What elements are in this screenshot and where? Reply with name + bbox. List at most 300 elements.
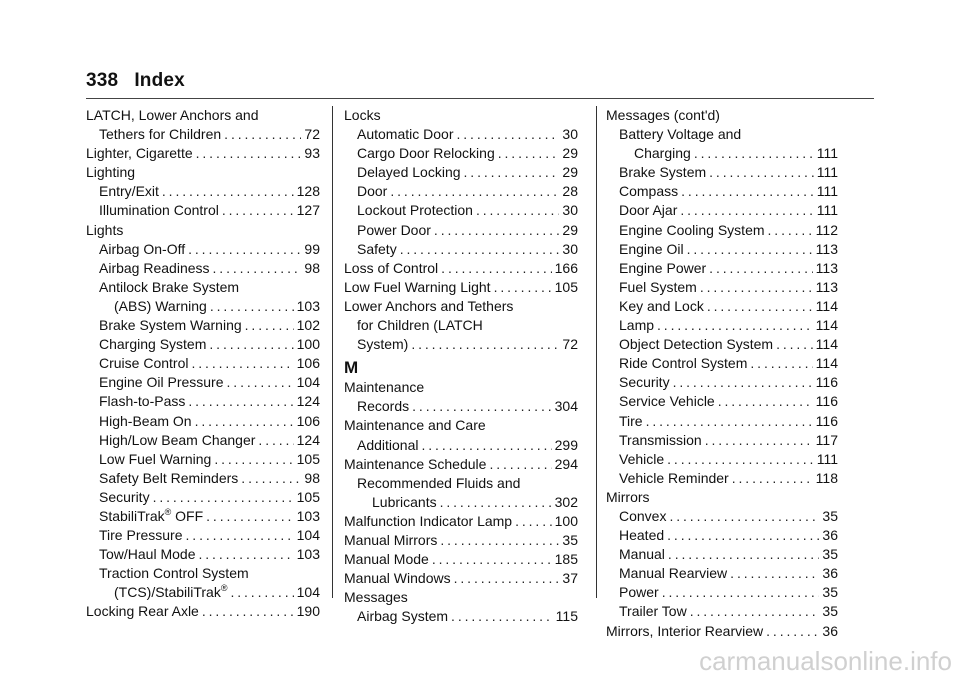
- index-entry: [86, 526, 320, 545]
- index-entry: [606, 297, 838, 316]
- index-entry: [344, 493, 578, 512]
- index-entry: [344, 278, 578, 297]
- entry-text: [619, 412, 643, 431]
- index-entry: [86, 201, 320, 220]
- index-entry: [606, 488, 838, 507]
- entry-text: [619, 526, 664, 545]
- page-ref: 100: [554, 512, 578, 529]
- entry-text: [357, 182, 387, 201]
- index-entry: [344, 163, 578, 182]
- index-column-1: [86, 106, 320, 622]
- entry-label: Security: [99, 488, 150, 505]
- entry-label: Messages (cont'd): [606, 107, 720, 123]
- dot-leader: [206, 507, 293, 526]
- page-number: 338: [86, 70, 119, 91]
- dot-leader: [209, 335, 293, 354]
- entry-text: [357, 163, 461, 182]
- index-entry: [606, 545, 838, 564]
- dot-leader: [434, 221, 560, 240]
- index-entry: [344, 512, 578, 531]
- page-ref: 104: [296, 584, 320, 601]
- page-ref: 36: [822, 565, 838, 582]
- entry-label: Low Fuel Warning Light: [344, 278, 491, 295]
- entry-label: Manual Windows: [344, 570, 451, 587]
- entry-text: [357, 144, 495, 163]
- page-ref: 299: [554, 436, 578, 453]
- entry-label: Airbag On-Off: [99, 240, 186, 257]
- entry-text: [619, 450, 664, 469]
- entry-label: Service Vehicle: [619, 393, 715, 410]
- index-entry: [86, 564, 320, 583]
- entry-text: [357, 317, 483, 333]
- entry-label-suffix: OFF: [171, 507, 204, 524]
- index-entry: [606, 412, 838, 431]
- index-entry: [606, 354, 838, 373]
- index-entry: [344, 240, 578, 259]
- page-ref: 105: [554, 278, 578, 295]
- dot-leader: [210, 297, 294, 316]
- dot-leader: [680, 201, 813, 220]
- index-entry: [344, 297, 578, 316]
- index-entry: [606, 431, 838, 450]
- page-ref: 35: [822, 507, 838, 524]
- index-entry: [86, 297, 320, 316]
- entry-text: [357, 201, 473, 220]
- dot-leader: [222, 201, 294, 220]
- entry-label: Ride Control System: [619, 355, 748, 372]
- entry-text: [619, 564, 727, 583]
- index-entry: [86, 125, 320, 144]
- entry-text: [357, 335, 408, 354]
- index-entry: [86, 431, 320, 450]
- page-ref: 112: [815, 221, 838, 238]
- index-entry: [344, 531, 578, 550]
- index-entry: [86, 221, 320, 240]
- entry-label: (TCS)/StabiliTrak: [114, 584, 221, 601]
- registered-mark: ®: [164, 506, 172, 517]
- index-entry: [344, 607, 578, 626]
- index-entry: [344, 221, 578, 240]
- index-entry: [86, 163, 320, 182]
- page-ref: 72: [562, 336, 578, 353]
- page-title: Index: [134, 70, 185, 91]
- page-ref: 104: [296, 374, 320, 391]
- page-ref: 111: [816, 145, 838, 162]
- index-entry: [86, 545, 320, 564]
- entry-text: [619, 373, 670, 392]
- page-ref: 302: [554, 493, 578, 510]
- index-entry: [344, 569, 578, 588]
- entry-label: Compass: [619, 183, 679, 200]
- registered-mark: ®: [220, 583, 228, 594]
- dot-leader: [258, 431, 293, 450]
- entry-text: [619, 583, 659, 602]
- page-ref: 28: [562, 183, 578, 200]
- index-entry: [344, 455, 578, 474]
- page-ref: 98: [304, 469, 320, 486]
- entry-label: Antilock Brake System: [99, 278, 240, 295]
- page-ref: 36: [822, 622, 838, 639]
- index-entry: [606, 622, 838, 641]
- page-ref: 185: [554, 551, 578, 568]
- page-ref: 36: [822, 527, 838, 544]
- index-entry: [606, 469, 838, 488]
- dot-leader: [515, 512, 552, 531]
- entry-text: [372, 493, 437, 512]
- entry-text: [99, 125, 221, 144]
- entry-label: LATCH, Lower Anchors and: [86, 107, 259, 123]
- entry-text: [344, 512, 512, 531]
- entry-text: [619, 469, 729, 488]
- entry-text: [344, 531, 437, 550]
- index-entry: [606, 125, 838, 144]
- entry-label: Additional: [357, 436, 419, 453]
- entry-text: [357, 125, 453, 144]
- entry-label: Lighter, Cigarette: [86, 145, 193, 162]
- index-entry: [86, 335, 320, 354]
- section-heading: M: [344, 358, 359, 378]
- index-entry: [606, 602, 838, 621]
- page-ref: 102: [296, 317, 320, 334]
- entry-text: [99, 316, 242, 335]
- entry-text: [99, 201, 219, 220]
- dot-leader: [673, 373, 813, 392]
- index-entry: [606, 507, 838, 526]
- page-ref: 113: [815, 240, 838, 257]
- entry-text: [344, 379, 424, 395]
- entry-label: Tow/Haul Mode: [99, 546, 196, 563]
- page-ref: 116: [815, 412, 838, 429]
- page-ref: 111: [816, 202, 838, 219]
- index-entry: [606, 278, 838, 297]
- page-ref: 118: [815, 469, 838, 486]
- index-entry: [606, 163, 838, 182]
- page-ref: 111: [816, 450, 838, 467]
- entry-text: [619, 335, 773, 354]
- page-ref: 115: [555, 608, 578, 625]
- index-entry: [86, 259, 320, 278]
- index-entry: [344, 378, 578, 397]
- dot-leader: [224, 125, 301, 144]
- index-entry: [606, 564, 838, 583]
- entry-label: Brake System Warning: [99, 317, 242, 334]
- index-entry: [86, 316, 320, 335]
- entry-text: [344, 589, 408, 605]
- entry-label: Lower Anchors and Tethers: [344, 297, 514, 314]
- index-entry: [86, 144, 320, 163]
- entry-label: Lighting: [86, 164, 136, 181]
- page-ref: 190: [296, 603, 320, 620]
- index-entry: [344, 550, 578, 569]
- dot-leader: [162, 182, 294, 201]
- entry-label: Low Fuel Warning: [99, 450, 212, 467]
- index-column-2: [344, 106, 578, 626]
- column-divider-1: [332, 106, 333, 598]
- entry-label: Security: [619, 374, 670, 391]
- entry-text: [619, 297, 704, 316]
- entry-label: Mirrors, Interior Rearview: [606, 622, 764, 639]
- entry-label: Maintenance and Care: [344, 417, 486, 434]
- index-entry: [86, 392, 320, 411]
- dot-leader: [694, 144, 814, 163]
- dot-leader: [440, 531, 559, 550]
- dot-leader: [241, 469, 301, 488]
- entry-label: Recommended Fluids and: [357, 474, 521, 491]
- entry-label: Key and Lock: [619, 297, 704, 314]
- entry-label: Charging: [634, 145, 691, 162]
- index-entry: [606, 201, 838, 220]
- entry-text: [344, 455, 486, 474]
- index-entry: [86, 450, 320, 469]
- entry-text: [344, 569, 451, 588]
- entry-label: Tire Pressure: [99, 527, 183, 544]
- entry-text: [99, 392, 185, 411]
- entry-label: Safety: [357, 240, 397, 257]
- entry-label: Heated: [619, 527, 665, 544]
- page-ref: 104: [296, 527, 320, 544]
- index-entry: [86, 412, 320, 431]
- dot-leader: [657, 316, 813, 335]
- entry-text: [344, 550, 429, 569]
- page-ref: 124: [296, 393, 320, 410]
- index-entry: [344, 436, 578, 455]
- dot-leader: [440, 493, 552, 512]
- dot-leader: [153, 488, 294, 507]
- dot-leader: [705, 431, 813, 450]
- entry-text: [619, 240, 684, 259]
- entry-text: [606, 489, 650, 505]
- dot-leader: [669, 507, 819, 526]
- page-ref: 116: [815, 393, 838, 410]
- index-entry: [606, 583, 838, 602]
- page-ref: 30: [562, 240, 578, 257]
- entry-label: Entry/Exit: [99, 183, 159, 200]
- index-entry: [86, 602, 320, 621]
- page-ref: 111: [816, 183, 838, 200]
- page-ref: 35: [562, 531, 578, 548]
- entry-label: (ABS) Warning: [114, 297, 207, 314]
- page-ref: 103: [296, 297, 320, 314]
- entry-text: [99, 240, 185, 259]
- entry-text: [86, 107, 259, 123]
- entry-text: [357, 221, 431, 240]
- entry-text: [619, 163, 706, 182]
- entry-label: Lubricants: [372, 493, 437, 510]
- entry-text: [619, 201, 677, 220]
- page-ref: 304: [554, 398, 578, 415]
- index-entry: [606, 240, 838, 259]
- index-entry: [344, 588, 578, 607]
- dot-leader: [196, 144, 302, 163]
- dot-leader: [464, 163, 560, 182]
- index-entry: [606, 182, 838, 201]
- entry-text: [606, 107, 720, 123]
- entry-label: StabiliTrak: [99, 507, 165, 524]
- dot-leader: [718, 392, 813, 411]
- dot-leader: [441, 259, 551, 278]
- dot-leader: [199, 545, 294, 564]
- dot-leader: [662, 583, 820, 602]
- entry-text: [619, 392, 715, 411]
- entry-text: [99, 488, 150, 507]
- page-ref: 98: [304, 259, 320, 276]
- entry-label: Trailer Tow: [619, 603, 687, 620]
- index-entry: [86, 278, 320, 297]
- page-ref: 100: [296, 336, 320, 353]
- entry-text: [99, 431, 255, 450]
- entry-text: [619, 545, 665, 564]
- index-entry: [86, 507, 320, 526]
- entry-text: [619, 316, 654, 335]
- index-entry: [86, 354, 320, 373]
- dot-leader: [195, 412, 294, 431]
- page-ref: 99: [304, 240, 320, 257]
- dot-leader: [390, 182, 559, 201]
- page-ref: 35: [822, 546, 838, 563]
- index-entry: [606, 526, 838, 545]
- entry-label: Mirrors: [606, 488, 650, 505]
- entry-text: [344, 259, 438, 278]
- entry-text: [606, 622, 763, 641]
- index-entry: [344, 416, 578, 435]
- entry-label: Fuel System: [619, 278, 697, 295]
- dot-leader: [750, 354, 812, 373]
- entry-label: Records: [357, 398, 410, 415]
- index-entry: [606, 259, 838, 278]
- dot-leader: [230, 583, 293, 602]
- entry-label: Traction Control System: [99, 565, 249, 582]
- page-ref: 166: [554, 259, 578, 276]
- index-entry: [86, 106, 320, 125]
- entry-text: [619, 126, 741, 142]
- page-ref: 35: [822, 584, 838, 601]
- dot-leader: [646, 412, 813, 431]
- entry-text: [619, 602, 687, 621]
- entry-label: Engine Oil Pressure: [99, 374, 224, 391]
- page-ref: 72: [304, 126, 320, 143]
- dot-leader: [681, 182, 814, 201]
- dot-leader: [667, 526, 819, 545]
- index-entry: [606, 144, 838, 163]
- dot-leader: [687, 240, 813, 259]
- page-ref: 37: [562, 570, 578, 587]
- index-entry: [86, 182, 320, 201]
- dot-leader: [454, 569, 560, 588]
- entry-label: Brake System: [619, 164, 707, 181]
- entry-label: Vehicle Reminder: [619, 469, 729, 486]
- page-header: [86, 70, 185, 92]
- header-rule: [86, 98, 874, 99]
- entry-text: [99, 450, 211, 469]
- index-entry: [344, 259, 578, 278]
- entry-label: Manual Mode: [344, 551, 429, 568]
- entry-label: Lockout Protection: [357, 202, 473, 219]
- entry-text: [619, 221, 765, 240]
- page-ref: 116: [815, 374, 838, 391]
- entry-text: [357, 397, 409, 416]
- index-column-3: [606, 106, 838, 641]
- page-ref: 113: [815, 259, 838, 276]
- page-ref: 114: [815, 355, 838, 372]
- dot-leader: [668, 545, 820, 564]
- dot-leader: [412, 397, 552, 416]
- entry-label: Power Door: [357, 221, 431, 238]
- entry-label: Tire: [619, 412, 643, 429]
- page-ref: 29: [562, 145, 578, 162]
- column-divider-2: [596, 106, 597, 598]
- entry-text: [99, 354, 188, 373]
- index-entry: [606, 316, 838, 335]
- page-ref: 111: [816, 164, 838, 181]
- page-ref: 105: [296, 488, 320, 505]
- entry-label: Messages: [344, 589, 408, 606]
- dot-leader: [667, 450, 814, 469]
- entry-text: [619, 259, 706, 278]
- entry-label: Airbag System: [357, 608, 449, 625]
- entry-label: Door: [357, 183, 388, 200]
- entry-text: [99, 507, 203, 526]
- entry-label: Locks: [344, 107, 381, 123]
- entry-text: [619, 507, 666, 526]
- index-entry: [344, 201, 578, 220]
- entry-text: [344, 298, 513, 314]
- entry-label: System): [357, 336, 409, 353]
- page-ref: 114: [815, 336, 838, 353]
- dot-leader: [422, 436, 552, 455]
- dot-leader: [432, 550, 552, 569]
- entry-text: [86, 144, 193, 163]
- page-ref: 35: [822, 603, 838, 620]
- dot-leader: [709, 259, 813, 278]
- entry-text: [99, 526, 183, 545]
- dot-leader: [709, 163, 814, 182]
- entry-text: [344, 417, 486, 433]
- entry-text: [619, 278, 697, 297]
- index-entry: [606, 221, 838, 240]
- entry-text: [99, 565, 249, 581]
- entry-label: Safety Belt Reminders: [99, 469, 239, 486]
- dot-leader: [776, 335, 813, 354]
- page-ref: 30: [562, 202, 578, 219]
- dot-leader: [700, 278, 813, 297]
- index-entry: [86, 373, 320, 392]
- entry-label: Flash-to-Pass: [99, 393, 186, 410]
- entry-text: [619, 354, 747, 373]
- entry-label: Power: [619, 584, 659, 601]
- page-ref: 103: [296, 507, 320, 524]
- dot-leader: [245, 316, 294, 335]
- entry-label: Loss of Control: [344, 259, 439, 276]
- entry-text: [99, 412, 192, 431]
- entry-label: Maintenance: [344, 379, 425, 396]
- entry-text: [357, 240, 397, 259]
- entry-label: Convex: [619, 507, 667, 524]
- index-entry: [344, 144, 578, 163]
- entry-label: Locking Rear Axle: [86, 603, 199, 620]
- dot-leader: [213, 259, 302, 278]
- entry-text: [99, 279, 239, 295]
- entry-text: [99, 182, 159, 201]
- entry-text: [86, 164, 135, 180]
- dot-leader: [188, 240, 301, 259]
- index-entry: [606, 335, 838, 354]
- dot-leader: [456, 125, 559, 144]
- entry-text: [357, 436, 419, 455]
- entry-label: Engine Oil: [619, 240, 684, 257]
- dot-leader: [186, 526, 294, 545]
- entry-text: [114, 583, 227, 602]
- index-entry: [606, 106, 838, 125]
